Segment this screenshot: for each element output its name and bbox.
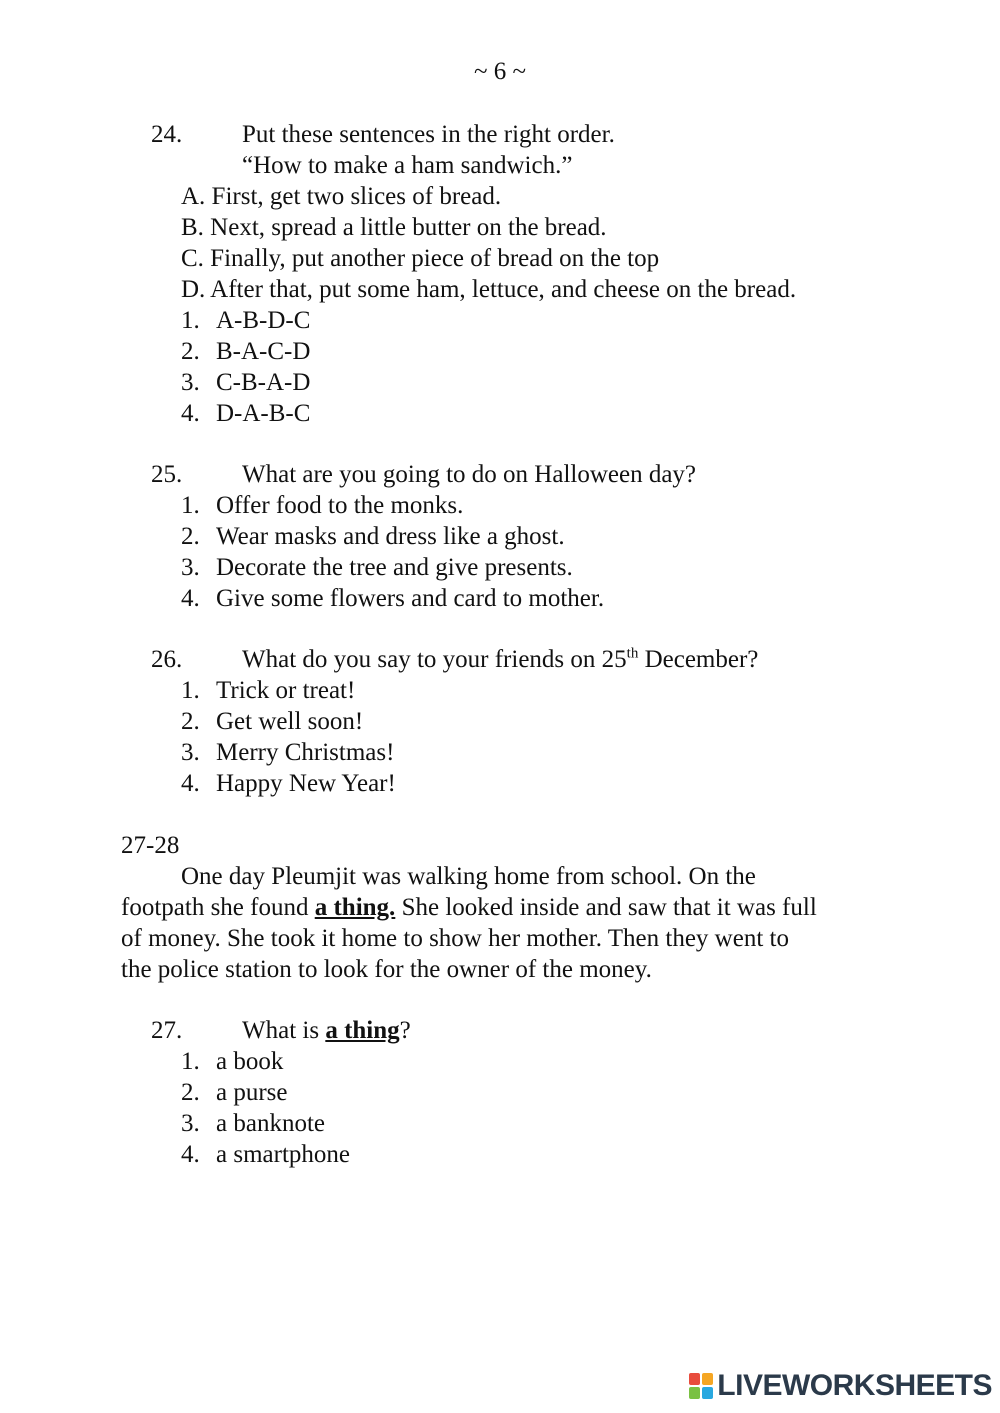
passage-text: footpath she found <box>121 894 315 921</box>
option-number: 1. <box>181 677 200 704</box>
liveworksheets-watermark <box>689 1369 992 1403</box>
option-number: 4. <box>181 400 200 427</box>
passage-line: the police station to look for the owner of the money. <box>121 956 652 983</box>
option-number: 2. <box>181 523 200 550</box>
prompt-text-end: December? <box>638 646 759 673</box>
prompt-text: What do you say to your friends on 25 <box>242 646 627 673</box>
answer-option[interactable]: Merry Christmas! <box>216 739 395 766</box>
prompt-text: What is <box>242 1017 326 1044</box>
option-number: 1. <box>181 492 200 519</box>
question-subtitle: “How to make a ham sandwich.” <box>242 152 573 179</box>
option-number: 2. <box>181 338 200 365</box>
passage-heading: 27-28 <box>121 832 180 859</box>
option-number: 3. <box>181 554 200 581</box>
answer-option[interactable]: Offer food to the monks. <box>216 492 464 519</box>
statement-a: A. First, get two slices of bread. <box>181 183 502 210</box>
passage-line <box>121 894 817 922</box>
answer-option[interactable]: a banknote <box>216 1110 325 1137</box>
prompt-emphasis: a thing <box>325 1017 400 1044</box>
passage-line: One day Pleumjit was walking home from school. On the <box>181 863 756 890</box>
passage-line: of money. She took it home to show her mother. Then they went to <box>121 925 789 952</box>
answer-option[interactable]: Give some flowers and card to mother. <box>216 585 605 612</box>
question-prompt <box>242 1017 411 1045</box>
answer-option[interactable]: C-B-A-D <box>216 369 311 396</box>
answer-option[interactable]: D-A-B-C <box>216 400 311 427</box>
answer-option[interactable]: Wear masks and dress like a ghost. <box>216 523 565 550</box>
question-number: 24. <box>151 121 183 148</box>
option-number: 1. <box>181 307 200 334</box>
option-number: 2. <box>181 1079 200 1106</box>
option-number: 1. <box>181 1048 200 1075</box>
ordinal-suffix: th <box>626 645 639 662</box>
option-number: 4. <box>181 585 200 612</box>
option-number: 3. <box>181 739 200 766</box>
statement-b: B. Next, spread a little butter on the bread. <box>181 214 607 241</box>
answer-option[interactable]: Happy New Year! <box>216 770 396 797</box>
page-number: ~ 6 ~ <box>473 58 527 85</box>
option-number: 4. <box>181 1141 200 1168</box>
option-number: 3. <box>181 1110 200 1137</box>
answer-option[interactable]: A-B-D-C <box>216 307 311 334</box>
option-number: 4. <box>181 770 200 797</box>
option-number: 2. <box>181 708 200 735</box>
statement-d: D. After that, put some ham, lettuce, and cheese on the bread. <box>181 276 797 303</box>
passage-emphasis: a thing. <box>314 894 396 921</box>
question-prompt <box>242 646 758 674</box>
answer-option[interactable]: a smartphone <box>216 1141 350 1168</box>
liveworksheets-logo-icon <box>689 1373 713 1399</box>
watermark-text: LIVEWORKSHEETS <box>717 1369 992 1402</box>
answer-option[interactable]: Get well soon! <box>216 708 364 735</box>
statement-c: C. Finally, put another piece of bread on the top <box>181 245 660 272</box>
answer-option[interactable]: Trick or treat! <box>216 677 356 704</box>
answer-option[interactable]: a purse <box>216 1079 288 1106</box>
passage-text: She looked inside and saw that it was full <box>395 894 817 921</box>
question-prompt: Put these sentences in the right order. <box>242 121 615 148</box>
question-number: 25. <box>151 461 183 488</box>
question-number: 26. <box>151 646 183 673</box>
option-number: 3. <box>181 369 200 396</box>
question-number: 27. <box>151 1017 183 1044</box>
answer-option[interactable]: B-A-C-D <box>216 338 311 365</box>
question-prompt: What are you going to do on Halloween day? <box>242 461 697 488</box>
answer-option[interactable]: Decorate the tree and give presents. <box>216 554 573 581</box>
answer-option[interactable]: a book <box>216 1048 284 1075</box>
prompt-text-end: ? <box>399 1017 411 1044</box>
